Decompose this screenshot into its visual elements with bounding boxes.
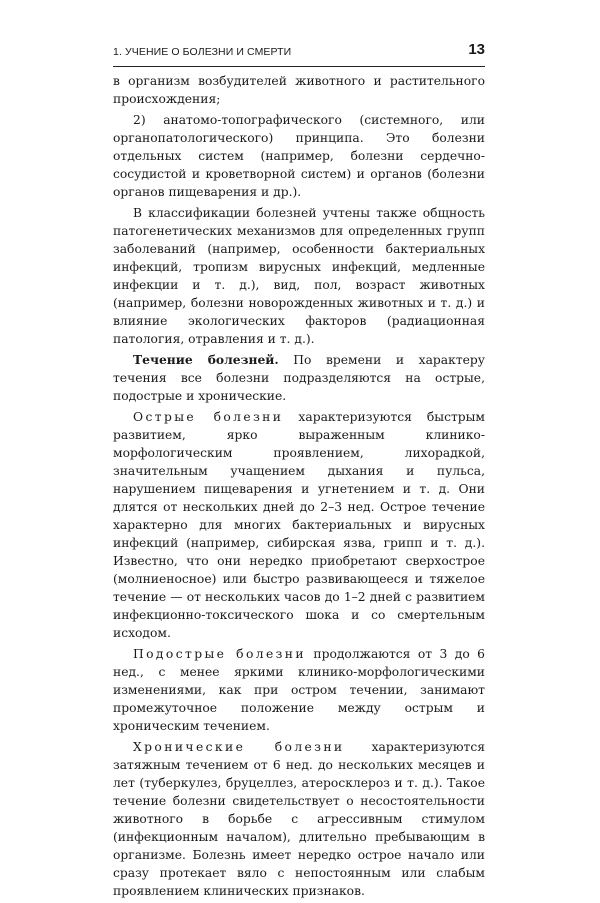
paragraph-3: В классификации болезней учтены также общность патогенетических механизмов для определенных групп заболеваний (например, особенности бактериальных инфекций, тропизм вирусных инфекций, медленные инфекции и т. д.), вид, пол, возраст животных (например, болезни новорожденных животных и т. д.) и влияние экологических факторов (радиационная патология, отравления и т. д.). <box>113 206 485 346</box>
page-number: 13 <box>468 41 485 58</box>
paragraph-2: 2) анатомо-топографического (системного, или органопатологического) принципа. Это болезни отдельных систем (например, болезни сердечно-сосудистой и кроветворной систем) и органов (болезни органов пищеварения и др.). <box>113 113 485 199</box>
body-text <box>113 72 485 903</box>
term-acute: Острые болезни <box>133 410 284 424</box>
term-chronic: Хронические болезни <box>133 740 345 754</box>
paragraph-4 <box>113 351 485 405</box>
paragraph-6 <box>113 645 485 735</box>
paragraph-7 <box>113 738 485 900</box>
section-heading: Течение болезней. <box>133 352 279 367</box>
page-header <box>113 40 485 67</box>
paragraph-6-text: продолжаются от 3 до 6 нед., с менее яркими клинико-морфологическими изменениями, как при остром течении, занимают промежуточное положение между острым и хроническим течением. <box>113 647 485 733</box>
paragraph-4-text: По времени и характеру течения все болезни подразделяются на острые, подострые и хронические. <box>113 353 486 403</box>
paragraph-1: в организм возбудителей животного и растительного происхождения; <box>113 74 485 106</box>
paragraph-5 <box>113 408 485 642</box>
paragraph-5-text: характеризуются быстрым развитием, ярко выраженным клинико-морфологическим проявлением, лихорадкой, значительным учащением дыхания и пульса, нарушением пищеварения и угнетением и т. д. Они длятся от нескольких дней до 2–3 нед. Острое течение характерно для многих бактериальных и вирусных инфекций (например, сибирская язва, грипп и т. д.). Известно, что они нередко приобретают сверхострое (молниеносное) или быстро развивающееся и тяжелое течение — от нескольких часов до 1–2 дней с развитием инфекционно-токсического шока и со смертельным исходом. <box>113 410 485 640</box>
paragraph-7-text: характеризуются затяжным течением от 6 нед. до нескольких месяцев и лет (туберкулез, бруцеллез, атеросклероз и т. д.). Такое течение болезни свидетельствует о несостоятельности животного в борьбе с агрессивным стимулом (инфекционным началом), длительно пребывающим в организме. Болезнь имеет нередко острое начало или сразу протекает вяло с непостоянным или слабым проявлением клинических признаков. <box>113 740 485 898</box>
running-head: 1. УЧЕНИЕ О БОЛЕЗНИ И СМЕРТИ <box>113 46 292 58</box>
term-subacute: Подострые болезни <box>133 647 306 661</box>
